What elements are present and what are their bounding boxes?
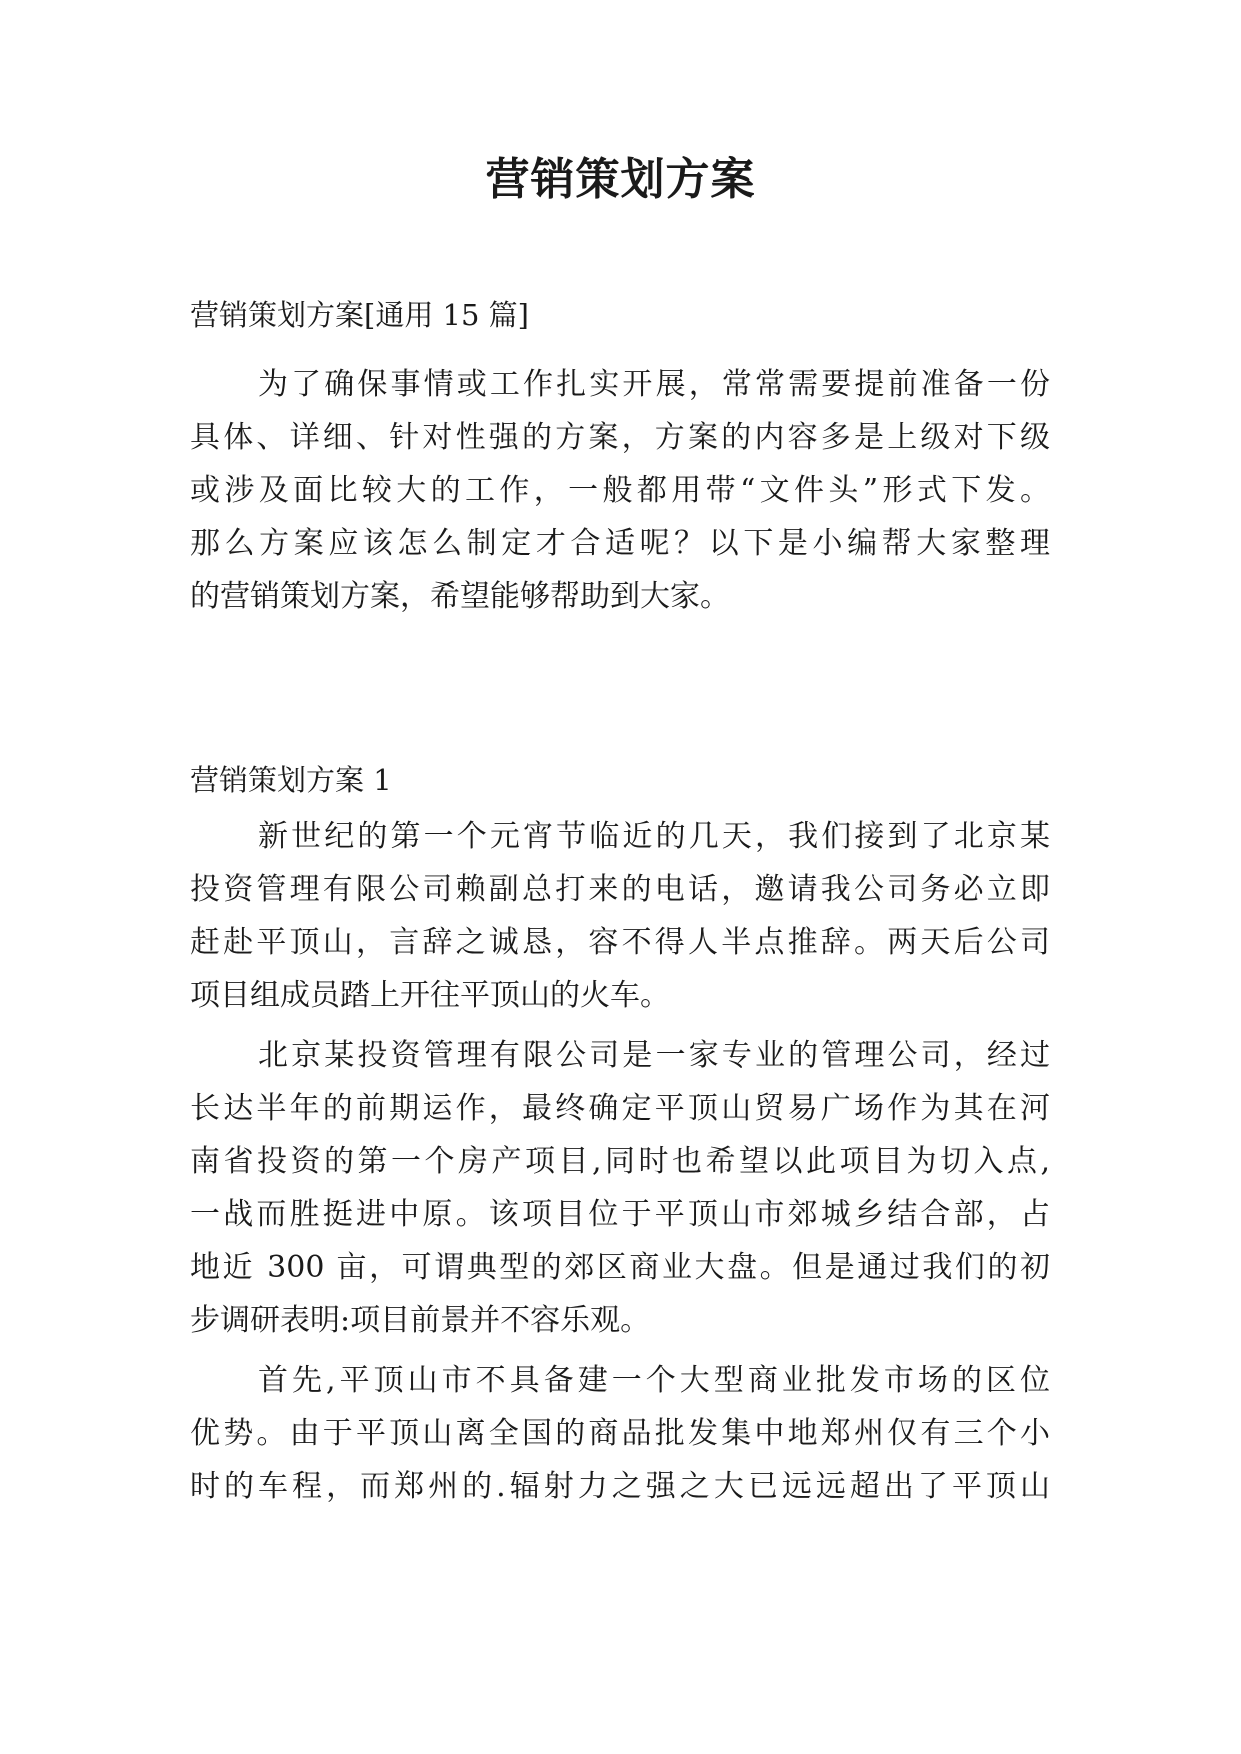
intro-line: 为了确保事情或工作扎实开展，常常需要提前准备一份	[258, 367, 1050, 402]
paragraph-line: 项目组成员踏上开往平顶山的火车。	[190, 978, 670, 1013]
paragraph-line: 北京某投资管理有限公司是一家专业的管理公司，经过	[258, 1038, 1050, 1073]
paragraph-line: 首先,平顶山市不具备建一个大型商业批发市场的区位	[258, 1363, 1050, 1398]
paragraph-line: 南省投资的第一个房产项目,同时也希望以此项目为切入点,	[190, 1144, 1050, 1179]
paragraph-line: 新世纪的第一个元宵节临近的几天，我们接到了北京某	[258, 819, 1050, 854]
document-subtitle: 营销策划方案[通用 15 篇]	[190, 298, 529, 332]
paragraph-line: 赶赴平顶山，言辞之诚恳，容不得人半点推辞。两天后公司	[190, 925, 1050, 960]
intro-line: 的营销策划方案，希望能够帮助到大家。	[190, 579, 730, 614]
section-heading: 营销策划方案 1	[190, 763, 392, 797]
paragraph-line: 一战而胜挺进中原。该项目位于平顶山市郊城乡结合部，占	[190, 1197, 1050, 1232]
intro-line: 那么方案应该怎么制定才合适呢？以下是小编帮大家整理	[190, 526, 1050, 561]
intro-line: 具体、详细、针对性强的方案，方案的内容多是上级对下级	[190, 420, 1050, 455]
paragraph-line: 步调研表明:项目前景并不容乐观。	[190, 1303, 651, 1338]
page-title: 营销策划方案	[485, 154, 756, 205]
paragraph-line: 地近 300 亩，可谓典型的郊区商业大盘。但是通过我们的初	[190, 1250, 1050, 1285]
paragraph-line: 优势。由于平顶山离全国的商品批发集中地郑州仅有三个小	[190, 1416, 1050, 1451]
paragraph-line: 投资管理有限公司赖副总打来的电话，邀请我公司务必立即	[190, 872, 1050, 907]
intro-line: 或涉及面比较大的工作，一般都用带“文件头”形式下发。	[190, 473, 1050, 508]
paragraph-line: 长达半年的前期运作，最终确定平顶山贸易广场作为其在河	[190, 1091, 1050, 1126]
paragraph-line: 时的车程，而郑州的.辐射力之强之大已远远超出了平顶山	[190, 1469, 1050, 1504]
